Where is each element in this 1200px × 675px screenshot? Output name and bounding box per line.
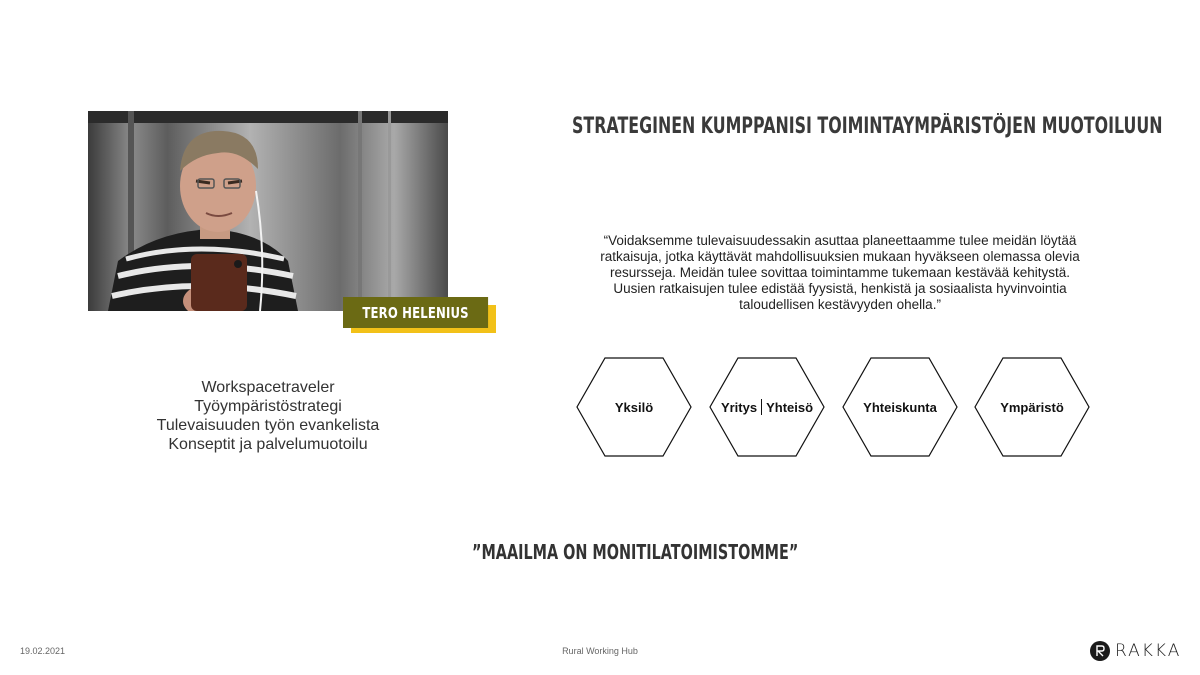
footer-center-text: Rural Working Hub [562, 646, 638, 656]
footer-date: 19.02.2021 [20, 646, 66, 656]
person-name: TERO HELENIUS [343, 297, 488, 328]
label-divider [761, 399, 762, 415]
hexagon-yksilo [576, 357, 692, 457]
hexagon-label [709, 357, 825, 457]
hexagon-label: Yksilö [614, 399, 654, 415]
role-item: Konseptit ja palvelumuotoilu [168, 436, 368, 453]
quote-line: ratkaisuja, jotka käyttävät mahdollisuuksien mukaan hyväkseen olemassa olevia [600, 249, 1080, 264]
page-title: STRATEGINEN KUMPPANISI TOIMINTAYMPÄRISTÖJEN MUOTOILUUN [572, 114, 1163, 139]
logo-wordmark: RAKKA [1115, 641, 1182, 661]
rakka-logo [1090, 640, 1181, 662]
hexagon-label: Yhteiskunta [863, 399, 937, 415]
role-item: Tulevaisuuden työn evankelista [156, 417, 380, 434]
hexagon-label: Ympäristö [1000, 399, 1064, 415]
name-tag [343, 297, 497, 334]
hexagon-yhteiskunta [842, 357, 958, 457]
elevator-selfie-illustration [88, 111, 448, 311]
role-item: Työympäristöstrategi [194, 398, 342, 415]
quote-block [580, 233, 1100, 313]
logo-mark-icon [1090, 641, 1110, 661]
roles-list [118, 378, 418, 454]
profile-photo [88, 111, 448, 311]
quote-line: taloudellisen kestävyyden ohella.” [739, 297, 941, 312]
hexagon-row [576, 357, 1096, 459]
hexagon-ymparisto [974, 357, 1090, 457]
role-item: Workspacetraveler [201, 379, 335, 396]
motto: ”MAAILMA ON MONITILATOIMISTOMME” [472, 540, 799, 564]
hexagon-label-left: Yritys [720, 399, 758, 415]
quote-line: resursseja. Meidän tulee sovittaa toimintamme tukemaan kestävää kehitystä. [610, 265, 1070, 280]
quote-line: Uusien ratkaisujen tulee edistää fyysistä, henkistä ja sosiaalista hyvinvointia [613, 281, 1067, 296]
quote-line: “Voidaksemme tulevaisuudessakin asuttaa planeettaamme tulee meidän löytää [603, 233, 1077, 248]
hexagon-yritys-yhteiso [709, 357, 825, 457]
hexagon-label-right: Yhteisö [766, 399, 814, 415]
